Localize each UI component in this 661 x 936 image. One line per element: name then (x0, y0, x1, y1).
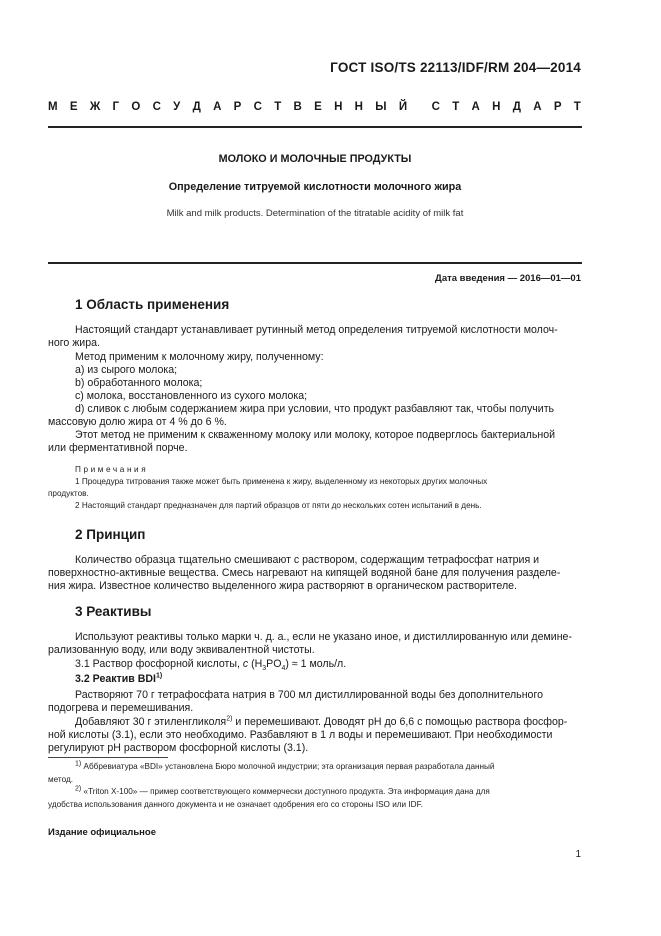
reagent-3-1-post: ) ≈ 1 моль/л. (285, 658, 347, 670)
section-3-heading: 3 Реактивы (75, 604, 152, 619)
reagent-3-1-open: (H (248, 658, 263, 670)
footnote-1a-text: Аббревиатура «BDI» установлена Бюро молочной индустрии; эта организация первая разработала данный (81, 762, 495, 771)
interstate-letter: А (471, 101, 480, 113)
footnote-2-marker: 2) (75, 785, 82, 793)
notes-label: Примечания (75, 465, 149, 474)
interstate-standard-heading (48, 101, 581, 113)
footnote-2a (48, 787, 609, 798)
reagent-3-2-heading (48, 673, 609, 686)
s3-line-1: Используют реактивы только марки ч. д. а., если не указано иное, и дистиллированную или демине- (75, 631, 572, 643)
interstate-letter: Н (492, 101, 501, 113)
interstate-letter: Е (314, 101, 322, 113)
interstate-letter: Т (573, 101, 581, 113)
s1-p3a: Этот метод не применим к скваженному молоку или молоку, которое подверглось бактериальной (75, 429, 556, 441)
introduction-date: Дата введения — 2016—01—01 (435, 273, 581, 284)
interstate-letter: У (173, 101, 181, 113)
footnote-2a-text: «Triton X-100» — пример соответствующего коммерчески доступного продукта. Эта информация дана для (81, 787, 490, 796)
title-main: МОЛОКО И МОЛОЧНЫЕ ПРОДУКТЫ (218, 153, 412, 165)
reagent-3-1-text: 3.1 Раствор фосфорной кислоты, (75, 658, 243, 670)
interstate-letter: Т (452, 101, 460, 113)
interstate-letter: Ы (375, 101, 387, 113)
interstate-letter: Д (192, 101, 201, 113)
title-sub: Определение титруемой кислотности молочного жира (168, 181, 462, 193)
interstate-letter: Н (354, 101, 363, 113)
footnote-ref-2: 2) (226, 715, 233, 723)
s1-item-b: b) обработанного молока; (75, 377, 203, 389)
s3-r32-line-3-pre: Добавляют 30 г этиленгликоля (75, 716, 227, 728)
interstate-letter: Г (112, 101, 120, 113)
interstate-letter: С (152, 101, 161, 113)
title-english: Milk and milk products. Determination of the titratable acidity of milk fat (166, 208, 464, 219)
footnote-1-marker: 1) (75, 760, 82, 768)
s1-p3b: или ферментативной порче. (48, 442, 188, 454)
footnote-1b: метод. (48, 775, 73, 784)
s1-item-d2: массовую долю жира от 4 % до 6 %. (48, 416, 227, 428)
s3-r32-line-1: Растворяют 70 г тетрафосфата натрия в 700 мл дистиллированной воды без дополнительного (75, 689, 543, 701)
s1-item-a: a) из сырого молока; (75, 364, 178, 376)
interstate-letter: Т (274, 101, 282, 113)
interstate-letter: С (253, 101, 262, 113)
note-1b: продуктов. (48, 489, 89, 498)
interstate-letter: Й (398, 101, 408, 113)
interstate-letter: М (48, 101, 58, 113)
reagent-3-1-c: c (242, 658, 249, 670)
reagent-3-1 (48, 658, 609, 671)
reagent-3-1-sub1: 3 (262, 665, 267, 673)
s2-line-2: поверхностно-активные вещества. Смесь нагревают на кипящей водяной бане для получения разделе- (48, 567, 561, 579)
interstate-letter: Р (553, 101, 562, 113)
s3-line-2: рализованную воду, или воду эквивалентной чистоты. (48, 644, 315, 656)
s3-r32-line-3-post: и перемешивают. Доводят pH до 6,6 с помощью раствора фосфор- (232, 716, 568, 728)
interstate-letter: А (213, 101, 222, 113)
interstate-letter: Н (334, 101, 343, 113)
s3-r32-line-3 (48, 716, 609, 729)
document-code: ГОСТ ISO/TS 22113/IDF/RM 204—2014 (330, 60, 581, 75)
s1-p1b: ного жира. (48, 337, 100, 349)
s2-line-1: Количество образца тщательно смешивают с раствором, содержащим тетрафосфат натрия и (75, 554, 540, 566)
note-1a: 1 Процедура титрования также может быть применена к жиру, выделенному из некоторых других молочных (75, 477, 488, 486)
interstate-letter: О (131, 101, 141, 113)
interstate-letter: С (431, 101, 440, 113)
interstate-letter: Е (69, 101, 78, 113)
reagent-3-2-head: 3.2 Реактив BDI (75, 673, 156, 685)
section-2-heading: 2 Принцип (75, 527, 146, 542)
footnote-ref-1: 1) (155, 672, 163, 680)
s1-p2: Метод применим к молочному жиру, полученному: (75, 351, 324, 363)
official-edition: Издание официальное (48, 827, 156, 838)
page-number: 1 (575, 849, 581, 860)
title-divider (48, 262, 582, 264)
s3-r32-line-2: подогрева и перемешивания. (48, 702, 194, 714)
reagent-3-1-sub2: 4 (281, 665, 286, 673)
header-divider (48, 126, 582, 128)
s1-item-d1: d) сливок с любым содержанием жира при условии, что продукт разбавляют так, чтобы получить (75, 403, 555, 415)
interstate-letter: В (293, 101, 302, 113)
footnote-divider (48, 757, 168, 758)
footnote-1a (48, 762, 609, 773)
s3-r32-line-5: регулируют pH раствором фосфорной кислоты (3.1). (48, 742, 309, 754)
interstate-letter: Ж (89, 101, 101, 113)
s1-p1a: Настоящий стандарт устанавливает рутинный метод определения титруемой кислотности молоч- (75, 324, 558, 336)
section-1-heading: 1 Область применения (75, 297, 230, 312)
interstate-letter: А (533, 101, 542, 113)
s1-item-c: c) молока, восстановленного из сухого молока; (75, 390, 308, 402)
s2-line-3: ния жира. Известное количество выделенного жира растворяют в органическом растворителе. (48, 580, 517, 592)
interstate-letter: Р (233, 101, 242, 113)
s3-r32-line-4: ной кислоты (3.1), если это необходимо. Разбавляют в 1 л воды и перемешивают. При необходимости (48, 729, 553, 741)
interstate-letter: Д (512, 101, 521, 113)
reagent-3-1-mid: PO (266, 658, 282, 670)
note-2: 2 Настоящий стандарт предназначен для партий образцов от пяти до нескольких сотен испытаний в день. (75, 501, 482, 510)
footnote-2b: удобства использования данного документа и не означает одобрения его со стороны ISO или IDF. (48, 800, 423, 809)
